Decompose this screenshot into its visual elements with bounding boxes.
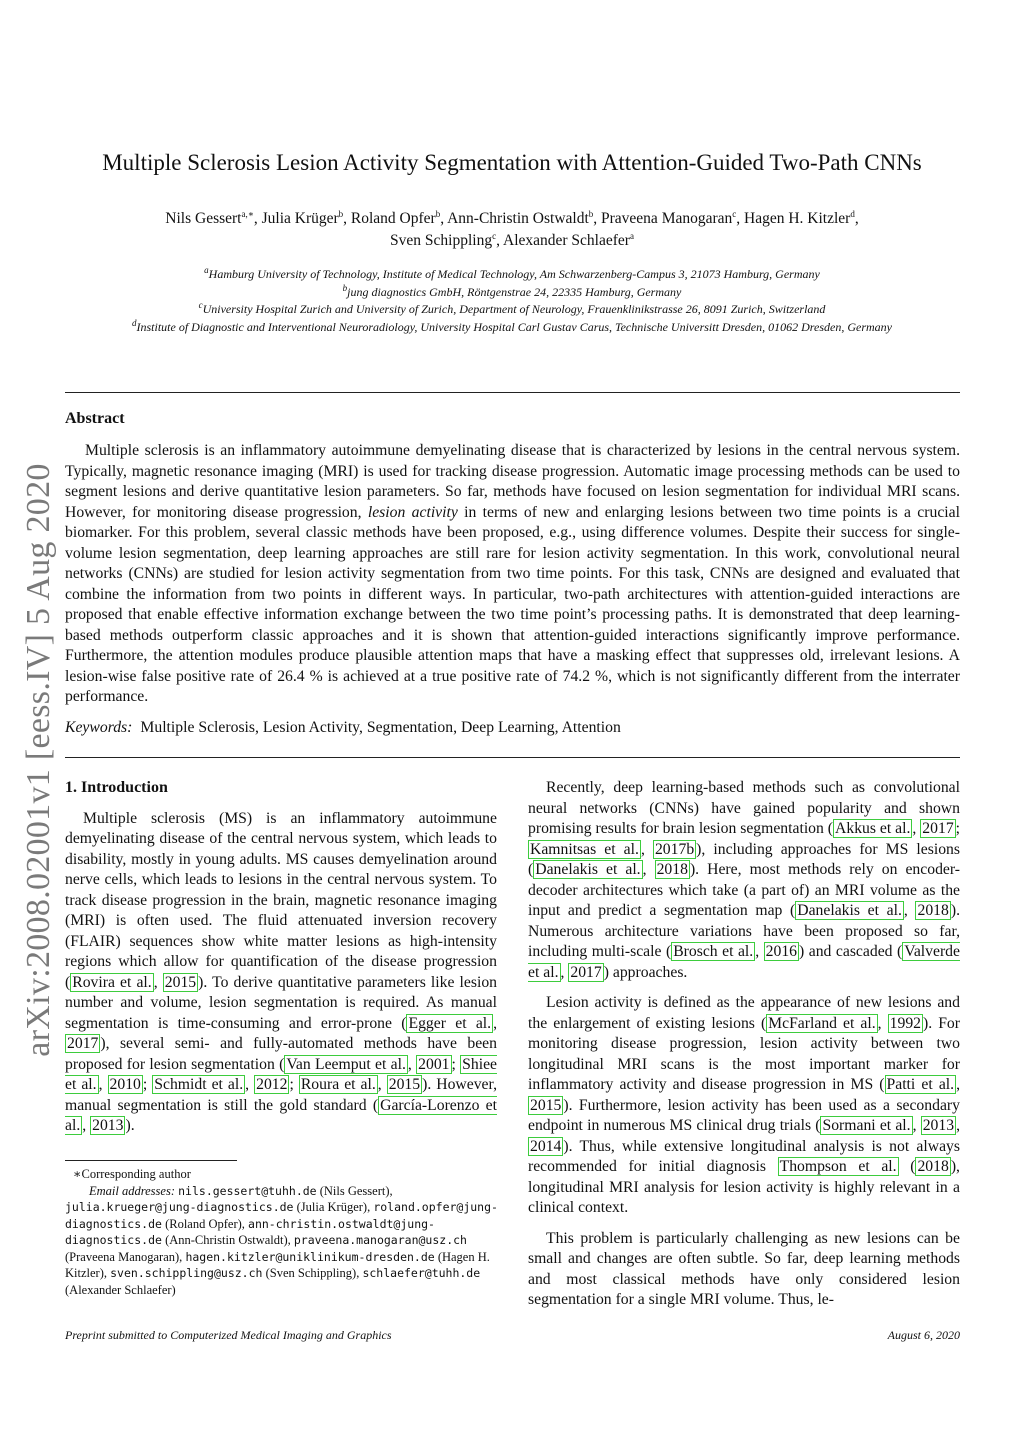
citation-link[interactable]: Shiee et al. <box>65 1055 498 1093</box>
citation-link[interactable]: 2014 <box>530 1137 562 1155</box>
keywords: Keywords: Multiple Sclerosis, Lesion Activity, Segmentation, Deep Learning, Attention <box>65 719 621 736</box>
arxiv-stamp: arXiv:2008.02001v1 [eess.IV] 5 Aug 2020 <box>20 463 57 1057</box>
email-link[interactable]: sven.schippling@usz.ch <box>110 1266 263 1280</box>
author: Sven Schippling$^c$ <box>390 230 497 249</box>
affiliation: $^c$University Hospital Zurich and University of Zurich, Department of Neurology, Frauenklinikstrasse 26, 8091 Zurich, Switzerland <box>198 300 826 316</box>
citation-link[interactable]: Thompson et al. <box>779 1158 897 1175</box>
citation-link[interactable]: 2018 <box>917 1158 949 1175</box>
affiliations <box>40 266 984 336</box>
citation-link[interactable]: 2010 <box>109 1076 141 1093</box>
citation-link[interactable]: Danelakis et al. <box>797 902 902 919</box>
author-line-2: Sven Schippling$^c$, Alexander Schlaefer$^a$ <box>390 230 634 249</box>
citation-link[interactable]: Danelakis et al. <box>535 861 641 878</box>
citation-link[interactable]: Akkus et al. <box>835 820 911 837</box>
paper-title: Multiple Sclerosis Lesion Activity Segmentation with Attention-Guided Two-Path CNNs <box>102 150 922 175</box>
author: Roland Opfer$^b$ <box>350 208 441 227</box>
citation-link[interactable]: Schmidt et al. <box>154 1076 244 1093</box>
citation-link[interactable]: Roura et al. <box>300 1076 376 1093</box>
citation-link[interactable]: 2016 <box>765 943 798 960</box>
email-link[interactable]: nils.gessert@tuhh.de <box>178 1183 317 1198</box>
citation-link[interactable]: 2013 <box>922 1117 955 1134</box>
citation-link[interactable]: 2017 <box>67 1035 99 1052</box>
citation-link[interactable]: 2001 <box>418 1055 450 1073</box>
email-link[interactable]: hagen.kitzler@uniklinikum-dresden.de <box>185 1249 435 1264</box>
author: Nils Gessert$^{a,∗}$ <box>165 208 254 227</box>
divider <box>65 392 960 393</box>
abstract-body: Multiple sclerosis is an inflammatory autoimmune demyelinating disease that is characterized by lesions in the central nervous system. Typically, magnetic resonance imaging (MRI) is used for tracking disease progression. Automatic image processing methods can be used to segment lesions and derive quantitative lesion parameters. So far, methods have focused on lesion segmentation for individual MRI scans. However, for monitoring disease progression, lesion activity in terms of new and enlarging lesions between two time points is a crucial biomarker. For this problem, several classic methods have been proposed, e.g., using difference volumes. Despite their success for single-volume lesion segmentation, deep learning approaches are still rare for lesion activity segmentation. In this work, convolutional neural networks (CNNs) are studied for lesion activity segmentation from two time points. For this task, CNNs are designed and evaluated that combine the information from two points in different ways. In particular, two-path architectures with attention-guided interactions are proposed that enable effective information exchange between the two time point’s processing paths. It is demonstrated that deep learning-based methods outperform classic approaches and it is shown that attention-guided interactions significantly improve performance. Furthermore, the attention modules produce plausible attention maps that have a masking effect that suppresses old, irrelevant lesions. A lesion-wise false positive rate of 26.4 % is achieved at a true positive rate of 74.2 %, which is not significantly different from the interrater performance. <box>65 442 960 705</box>
email-list: Email addresses: nils.gessert@tuhh.de (Nils Gessert), julia.krueger@jung-diagnostics.de (Julia Krüger), roland.opfer@jung-diagnostics.de (Roland Opfer), ann-christin.ostwaldt@jung-diagnostics.de (Ann-Christin Ostwaldt), praveena.manogaran@usz.ch (Praveena Manogaran), hagen.kitzler@uniklinikum-dresden.de (Hagen H. Kitzler), sven.schippling@usz.ch (Sven Schippling), schlaefer@tuhh.de (Alexander Schlaefer) <box>65 1183 498 1297</box>
footnote-rule <box>65 1160 237 1161</box>
paragraph: Lesion activity is defined as the appearance of new lesions and the enlargement of existing lesions ( McFarland et al. , 1992 ). For monitoring disease progression, lesion activity between two longitudinal MRI scans is the most important marker for inflammatory activity and disease progression in MS ( Patti et al. , 2015 ). Furthermore, lesion activity has been used as a secondary endpoint in numerous MS clinical drug trials ( Sormani et al. , 2013 , 2014 ). Thus, while extensive longitudinal analysis is not always recommended for initial diagnosis Thompson et al. ( 2018 ), longitudinal MRI analysis for lesion activity is highly relevant in a clinical context. <box>528 994 961 1216</box>
author-line-1: Nils Gessert$^{a,∗}$, Julia Krüger$^b$, Roland Opfer$^b$, Ann-Christin Ostwaldt$^b$, Praveena Manogaran$^c$, Hagen H. Kitzler$^d$, <box>165 208 859 227</box>
citation-link[interactable]: 2015 <box>164 973 197 991</box>
divider <box>65 757 960 758</box>
affiliation: $^b$jung diagnostics GmbH, Röntgenstrae 24, 22335 Hamburg, Germany <box>342 282 682 299</box>
citation-link[interactable]: 2018 <box>656 861 688 878</box>
citation-link[interactable]: 2012 <box>256 1076 288 1093</box>
footnotes <box>65 1166 505 1298</box>
left-column <box>65 778 497 1147</box>
citation-link[interactable]: 2017 <box>922 820 954 837</box>
citation-link[interactable]: Sormani et al. <box>822 1117 911 1134</box>
citation-link[interactable]: McFarland et al. <box>768 1014 876 1032</box>
citation-link[interactable]: Patti et al. <box>886 1076 955 1093</box>
citation-link[interactable]: García-Lorenzo et al. <box>65 1096 498 1134</box>
author: Ann-Christin Ostwaldt$^b$ <box>447 208 594 227</box>
email-link[interactable]: julia.krueger@jung-diagnostics.de <box>65 1200 294 1214</box>
right-column <box>528 778 960 1321</box>
preprint-note: Preprint submitted to Computerized Medical Imaging and Graphics <box>65 1328 392 1342</box>
paragraph: Multiple sclerosis (MS) is an inflammatory autoimmune demyelinating disease of the central nervous system, which leads to disability, mostly in young adults. MS causes demyelination around nerve cells, which leads to lesions in the central nervous system. To track disease progression in the brain, magnetic resonance imaging (MRI) is often used. The fluid attenuated inversion recovery (FLAIR) sequences show white matter lesions as high-intensity regions which allow for quantification of the disease progression ( Rovira et al. , 2015 ). To derive quantitative parameters like lesion number and volume, lesion segmentation is required. As manual segmentation is time-consuming and error-prone ( Egger et al. , 2017 ), several semi- and fully-automated methods have been proposed for lesion segmentation ( Van Leemput et al. , 2001 ; Shiee et al. , 2010 ; Schmidt et al. , 2012 ; Roura et al. , 2015 ). However, manual segmentation is still the gold standard ( García-Lorenzo et al. , 2013 ). <box>65 809 498 1134</box>
author: Praveena Manogaran$^c$ <box>601 208 737 227</box>
paragraph: This problem is particularly challenging as new lesions can be small and changes are often subtle. So far, deep learning methods and most classical methods have only considered lesion segmentation for a single MRI volume. Thus, le- <box>528 1229 960 1308</box>
citation-link[interactable]: 2013 <box>92 1117 124 1134</box>
email-link[interactable]: ann-christin.ostwaldt@jung-diagnostics.de <box>65 1216 435 1247</box>
email-link[interactable]: schlaefer@tuhh.de <box>362 1266 481 1280</box>
author: Julia Krüger$^b$ <box>261 208 344 227</box>
email-link[interactable]: roland.opfer@jung-diagnostics.de <box>65 1200 498 1231</box>
paragraph: Recently, deep learning-based methods such as convolutional neural networks (CNNs) have gained popularity and shown promising results for brain lesion segmentation ( Akkus et al. , 2017 ; Kamnitsas et al. , 2017b ), including approaches for MS lesions ( Danelakis et al. , 2018 ). Here, most methods rely on encoder-decoder architectures which take (a part of) an MRI volume as the input and predict a segmentation map ( Danelakis et al. , 2018 ). Numerous architecture variations have been proposed so far, including multi-scale ( Brosch et al. , 2016 ) and cascaded ( Valverde et al. , 2017 ) approaches. <box>528 779 961 981</box>
author-list <box>60 208 964 252</box>
corresponding-author-note: ∗Corresponding author <box>73 1167 191 1181</box>
citation-link[interactable]: 2017b <box>654 840 695 858</box>
citation-link[interactable]: Rovira et al. <box>72 973 152 991</box>
citation-link[interactable]: 1992 <box>889 1014 921 1032</box>
email-link[interactable]: praveena.manogaran@usz.ch <box>293 1233 467 1247</box>
citation-link[interactable]: Valverde et al. <box>528 943 960 981</box>
author: Hagen H. Kitzler$^d$ <box>744 208 855 227</box>
citation-link[interactable]: 2018 <box>917 902 949 919</box>
section-heading: 1. Introduction <box>65 779 168 796</box>
abstract-heading: Abstract <box>65 410 125 427</box>
citation-link[interactable]: Brosch et al. <box>673 943 754 960</box>
affiliation: $^a$Hamburg University of Technology, Institute of Medical Technology, Am Schwarzenberg-Campus 3, 21073 Hamburg, Germany <box>204 265 820 281</box>
citation-link[interactable]: Van Leemput et al. <box>286 1055 406 1073</box>
footer-date: August 6, 2020 <box>887 1328 960 1342</box>
affiliation: $^d$Institute of Diagnostic and Interventional Neuroradiology, University Hospital Carl Gustav Carus, Technische Universitt Dresden, 01062 Dresden, Germany <box>132 317 892 334</box>
citation-link[interactable]: 2015 <box>530 1096 562 1114</box>
citation-link[interactable]: Kamnitsas et al. <box>530 840 639 858</box>
citation-link[interactable]: 2017 <box>570 963 602 981</box>
citation-link[interactable]: Egger et al. <box>408 1014 492 1032</box>
citation-link[interactable]: 2015 <box>388 1076 421 1093</box>
author: Alexander Schlaefer$^a$ <box>503 230 634 249</box>
